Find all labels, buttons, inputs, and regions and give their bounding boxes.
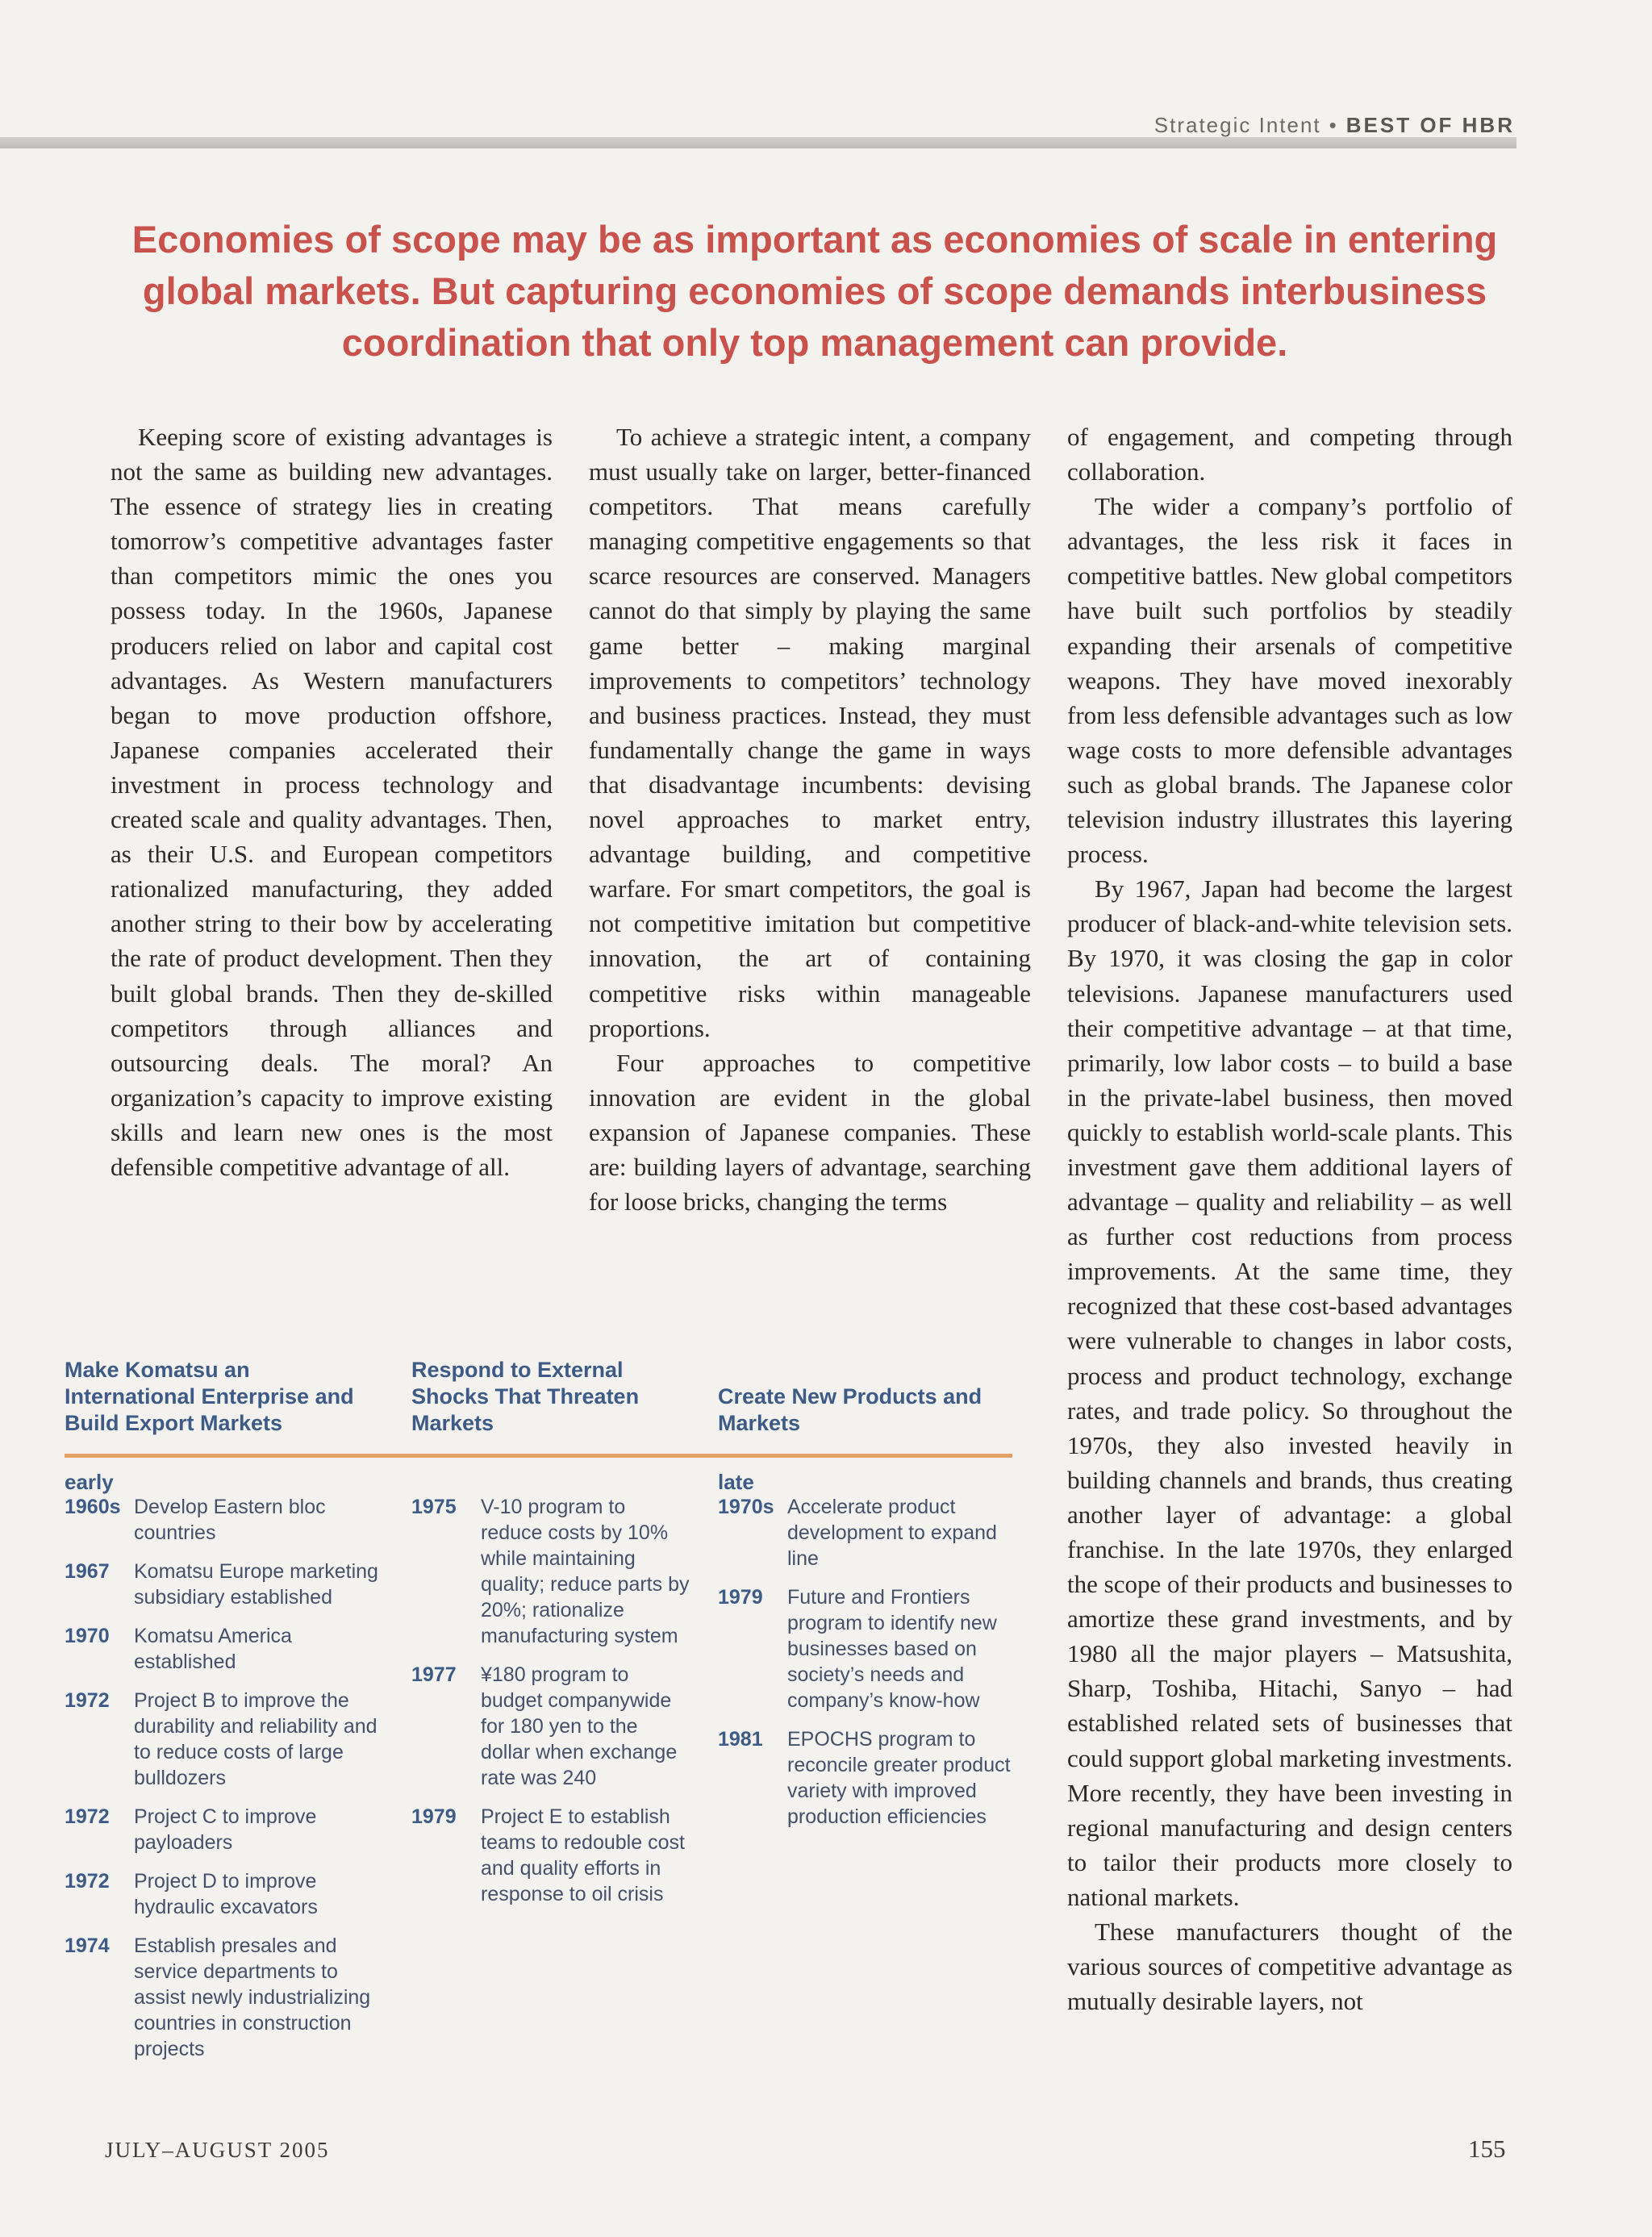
timeline-entry: 1979 Future and Frontiers program to identify new businesses based on society’s needs and company’s know-how [718, 1586, 997, 1712]
timeline-entry: 1970 Komatsu America established [65, 1625, 292, 1673]
komatsu-timeline [65, 1357, 1012, 2067]
paragraph: To achieve a strategic intent, a company must usually take on larger, better-financed competitors. That means carefully managing competitive engagements so that scarce resources are conserved. Managers cannot do that simply by playing the same game better – making marginal improvements to competitors’ technology and business practices. Instead, they must fundamentally change the game in ways that disadvantage incumbents: devising novel approaches to market entry, advantage building, and competitive warfare. For smart competitors, the goal is not competitive imitation but competitive innovation, the art of containing competitive risks within manageable proportions. [589, 423, 1031, 1042]
timeline-column-2 [411, 1494, 690, 1920]
paragraph: By 1967, Japan had become the largest producer of black-and-white television sets. By 1970, it was closing the gap in color televisions. Japanese manufacturers used their competitive advantage – at that time, primarily, low labor costs – to build a base in the private-label business, then moved quickly to establish world-scale plants. This investment gave them additional layers of advantage – quality and reliability – as well as further cost reductions from process improvements. At the same time, they recognized that these cost-based advantages were vulnerable to changes in labor costs, process and product technology, exchange rates, and trade policy. So throughout the 1970s, they also invested heavily in building channels and brands, thus creating another layer of advantage: a global franchise. In the late 1970s, they enlarged the scope of their products and businesses to amortize these grand investments, and by 1980 all the major players – Matsushita, Sharp, Toshiba, Hitachi, Sanyo – had established related sets of businesses that could support global marketing investments. More recently, they have been investing in regional manufacturing and design centers to tailor their products more closely to national markets. [1067, 874, 1512, 1911]
paragraph: Keeping score of existing advantages is not the same as building new advantages. The essence of strategy lies in creating tomorrow’s competitive advantages faster than competitors mimic the ones you possess today. In the 1960s, Japanese producers relied on labor and capital cost advantages. As Western manufacturers began to move production offshore, Japanese companies accelerated their investment in process technology and created scale and quality advantages. Then, as their U.S. and European competitors rationalized manufacturing, they added another string to their bow by accelerating the rate of product development. Then they built global brands. Then they de-skilled competitors through alliances and outsourcing deals. The moral? An organization’s capacity to improve existing skills and learn new ones is the most defensible competitive advantage of all. [111, 423, 553, 1181]
timeline-entry: 1979 Project E to establish teams to redouble cost and quality efforts in response to oil crisis [411, 1805, 685, 1905]
era-label: early [65, 1470, 114, 1494]
body-column-2 [589, 419, 1031, 1219]
timeline-entry: 1970s Accelerate product development to expand line [718, 1496, 997, 1570]
page-number: 155 [1468, 2135, 1506, 2163]
issue-date: JULY–AUGUST 2005 [105, 2138, 330, 2162]
paragraph: These manufacturers thought of the various sources of competitive advantage as mutually desirable layers, not [1067, 1918, 1512, 2016]
timeline-heading-1: Make Komatsu an International Enterprise and Build Export Markets [65, 1358, 354, 1435]
paragraph: of engagement, and competing through collaboration. [1067, 423, 1512, 486]
pull-quote: Economies of scope may be as important as economies of scale in entering global markets. But capturing economies of scope demands interbusiness coordination that only top management can provide. [131, 218, 1498, 364]
body-column-1 [111, 419, 553, 1184]
timeline-entry: 1981 EPOCHS program to reconcile greater product variety with improved production efficiencies [718, 1728, 1011, 1828]
timeline-entry: 1972 Project D to improve hydraulic excavators [65, 1870, 318, 1918]
paragraph: The wider a company’s portfolio of advantages, the less risk it faces in competitive battles. New global competitors have built such portfolios by steadily expanding their arsenals of competitive weapons. They have moved inexorably from less defensible advantages such as low wage costs to more defensible advantages such as global brands. The Japanese color television industry illustrates this layering process. [1067, 492, 1512, 869]
timeline-entry: 1972 Project C to improve payloaders [65, 1805, 317, 1854]
section-name: Strategic Intent [1153, 113, 1321, 137]
header-separator: • [1329, 113, 1338, 137]
timeline-entry: 1972 Project B to improve the durability and reliability and to reduce costs of large bulldozers [65, 1689, 378, 1789]
era-label: late [718, 1470, 754, 1494]
timeline-entry: 1967 Komatsu Europe marketing subsidiary established [65, 1560, 378, 1609]
timeline-rule [65, 1454, 1012, 1458]
timeline-heading-2: Respond to External Shocks That Threaten Markets [411, 1358, 640, 1435]
paragraph: Four approaches to competitive innovation are evident in the global expansion of Japanese companies. These are: building layers of advantage, searching for loose bricks, changing the terms [589, 1048, 1031, 1217]
timeline-column-3 [718, 1470, 1012, 1843]
timeline-entry: 1974 Establish presales and service departments to assist newly industrializing countries in construction projects [65, 1934, 371, 2060]
timeline-entry: 1960s Develop Eastern bloc countries [65, 1496, 326, 1544]
timeline-column-1 [65, 1470, 387, 2075]
timeline-entry: 1975 V-10 program to reduce costs by 10% while maintaining quality; reduce parts by 20%; rationalize manufacturing system [411, 1496, 690, 1647]
series-name: BEST OF HBR [1345, 113, 1515, 137]
running-header [1154, 113, 1515, 138]
header-rule [0, 137, 1516, 148]
timeline-heading-3: Create New Products and Markets [718, 1384, 982, 1435]
body-column-3 [1067, 419, 1512, 2018]
timeline-entry: 1977 ¥180 program to budget companywide for 180 yen to the dollar when exchange rate was 240 [411, 1663, 678, 1789]
